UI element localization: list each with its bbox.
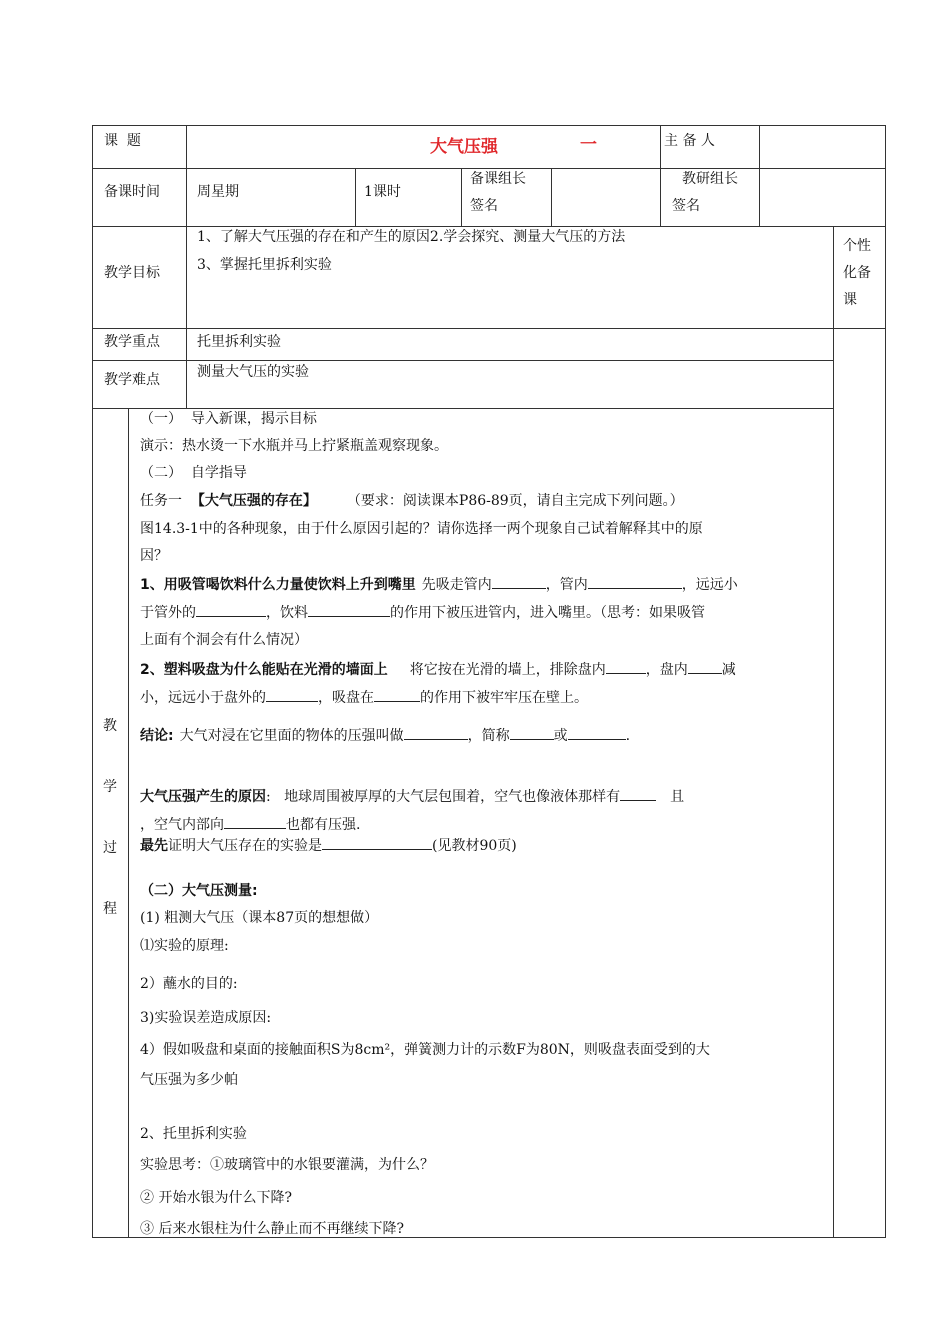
week-label: 周星期 <box>197 184 239 200</box>
first-proof-label: 最先 <box>140 838 168 854</box>
process-label-char: 学 <box>103 779 117 795</box>
question-2-text: 的作用下被牢牢压在壁上。 <box>420 690 588 706</box>
question-1-line-1 <box>140 575 738 594</box>
personal-prep-label-1: 个性 <box>843 238 871 254</box>
blank <box>322 836 432 850</box>
measurement-item-3: 3)实验误差造成原因: <box>140 1010 272 1026</box>
question-2-text: 将它按在光滑的墙上，排除盘内 <box>409 662 606 678</box>
topic-label: 课 题 <box>104 133 141 149</box>
question-1-text: ，远远小 <box>681 577 738 593</box>
table-col-rule <box>186 125 187 408</box>
question-2-title: 2、塑料吸盘为什么能贴在光滑的墙面上 <box>140 662 388 678</box>
cause-text: 也都有压强. <box>286 817 361 833</box>
table-border-left <box>92 125 93 1238</box>
question-2-line-2 <box>140 688 588 707</box>
key-value: 托里拆利实验 <box>197 334 281 350</box>
section-intro-heading: （一） 导入新课，揭示目标 <box>140 411 317 427</box>
torricelli-question-3: ③ 后来水银柱为什么静止而不再继续下降? <box>140 1221 404 1237</box>
difficulty-label: 教学难点 <box>104 372 160 388</box>
blank <box>224 815 286 829</box>
question-1-line-3: 上面有个洞会有什么情况） <box>140 632 308 648</box>
task-prefix: 任务一 <box>140 493 191 509</box>
blank <box>308 603 390 617</box>
blank <box>492 575 546 589</box>
table-col-rule <box>355 168 356 226</box>
table-col-rule <box>833 226 834 1238</box>
demo-text: 演示：热水烫一下水瓶并马上拧紧瓶盖观察现象。 <box>140 438 448 454</box>
question-2-text: ，盘内 <box>645 662 688 678</box>
task-requirement: （要求：阅读课本P86-89页，请自主完成下列问题。） <box>346 493 684 509</box>
period-label: 1课时 <box>364 184 401 200</box>
torricelli-heading: 2、托里拆利实验 <box>140 1126 247 1142</box>
cause-text: 且 <box>670 789 685 805</box>
question-2-text: 减 <box>721 662 736 678</box>
conclusion-line <box>140 726 630 745</box>
blank <box>196 603 266 617</box>
measurement-heading: （二）大气压测量: <box>140 883 258 899</box>
table-rule <box>92 168 886 169</box>
question-1-text: ，饮料 <box>266 605 308 621</box>
lesson-title-suffix: 一 <box>580 135 597 155</box>
question-1-title: 1、用吸管喝饮料什么力量使饮料上升到嘴里 <box>140 577 416 593</box>
blank <box>588 575 682 589</box>
cause-line-1 <box>140 787 684 806</box>
table-rule <box>92 226 886 227</box>
table-col-rule <box>660 125 661 226</box>
torricelli-question-2: ② 开始水银为什么下降? <box>140 1190 292 1206</box>
table-col-rule <box>128 408 129 1238</box>
cause-label: 大气压强产生的原因 <box>140 789 266 805</box>
cause-text: : 地球周围被厚厚的大气层包围着，空气也像液体那样有 <box>266 789 621 805</box>
key-label: 教学重点 <box>104 334 160 350</box>
first-proof-text: 证明大气压存在的实验是 <box>168 838 322 854</box>
personal-prep-label-3: 课 <box>843 292 857 308</box>
process-label-char: 教 <box>103 718 117 734</box>
process-label-char: 程 <box>103 901 117 917</box>
task-title: 【大气压强的存在】 <box>190 493 317 509</box>
process-label-char: 过 <box>103 840 117 856</box>
measurement-item-1: (1) 粗测大气压（课本87页的想想做） <box>140 910 379 926</box>
question-2-text: ，吸盘在 <box>318 690 374 706</box>
question-1-line-2 <box>140 603 705 622</box>
blank <box>510 726 554 740</box>
conclusion-text: 大气对浸在它里面的物体的压强叫做 <box>179 728 404 744</box>
table-rule <box>92 408 834 409</box>
question-2-line-1 <box>140 660 736 679</box>
blank <box>606 660 646 674</box>
question-2-text: 小，远远小于盘外的 <box>140 690 266 706</box>
cause-line-2 <box>140 815 360 834</box>
conclusion-text: 或 <box>553 728 568 744</box>
cause-text: ，空气内部向 <box>140 817 224 833</box>
conclusion-label: 结论: <box>140 728 174 744</box>
conclusion-text: . <box>625 728 631 744</box>
group-leader-label: 备课组长 <box>470 171 526 187</box>
figure-question-line-1: 图14.3-1中的各种现象，由于什么原因引起的？请你选择一两个现象自己试着解释其中的原 <box>140 521 703 537</box>
measurement-principle: ⑴实验的原理: <box>140 938 229 954</box>
blank <box>688 660 722 674</box>
research-leader-label: 教研组长 <box>682 171 738 187</box>
difficulty-value: 测量大气压的实验 <box>197 364 309 380</box>
task-one-line <box>140 492 684 510</box>
figure-question-line-2: 因？ <box>140 548 168 564</box>
goals-line-1: 1、了解大气压强的存在和产生的原因2.学会探究、测量大气压的方法 <box>197 229 626 245</box>
personal-prep-label-2: 化备 <box>843 265 871 281</box>
measurement-item-2: 2）蘸水的目的: <box>140 976 238 992</box>
preparer-label: 主 备 人 <box>664 133 715 149</box>
question-1-text: 的作用下被压进管内，进入嘴里。（思考：如果吸管 <box>390 605 705 621</box>
blank <box>404 726 468 740</box>
table-col-rule <box>759 125 760 226</box>
torricelli-question-1: 实验思考：①玻璃管中的水银要灌满，为什么？ <box>140 1157 434 1173</box>
goals-line-2: 3、掌握托里拆利实验 <box>197 257 332 273</box>
table-col-rule <box>551 168 552 226</box>
time-label: 备课时间 <box>104 184 160 200</box>
table-border-top <box>92 125 886 126</box>
first-proof-text: (见教材90页) <box>432 838 517 854</box>
conclusion-text: ，简称 <box>467 728 510 744</box>
measurement-item-4-line-1: 4）假如吸盘和桌面的接触面积S为8cm²，弹簧测力计的示数F为80N，则吸盘表面受到的大 <box>140 1042 710 1058</box>
research-leader-sign-label: 签名 <box>672 198 700 214</box>
table-rule <box>92 328 886 329</box>
goals-label: 教学目标 <box>104 265 160 281</box>
lesson-title: 大气压强 <box>430 137 498 157</box>
blank <box>568 726 626 740</box>
table-col-rule <box>461 168 462 226</box>
table-border-right <box>885 125 886 1238</box>
table-rule <box>92 360 834 361</box>
question-1-text: ，管内 <box>545 577 588 593</box>
blank <box>620 787 656 801</box>
group-leader-sign-label: 签名 <box>470 198 498 214</box>
question-1-text: 先吸走管内 <box>421 577 492 593</box>
blank <box>266 688 318 702</box>
first-proof-line <box>140 836 517 855</box>
question-1-text: 于管外的 <box>140 605 196 621</box>
blank <box>374 688 420 702</box>
measurement-item-4-line-2: 气压强为多少帕 <box>140 1072 238 1088</box>
section-self-study-heading: （二） 自学指导 <box>140 465 247 481</box>
